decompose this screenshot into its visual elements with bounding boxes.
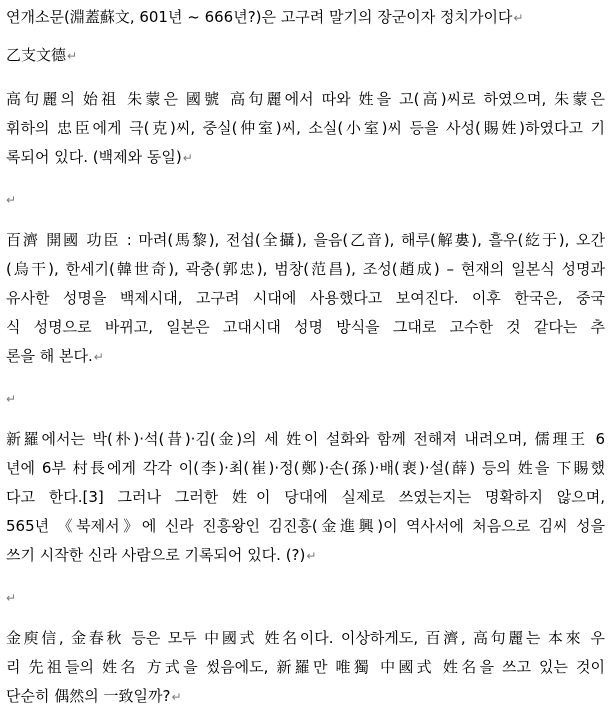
text-line: (烏干), 한세기(韓世奇), 곽충(郭忠), 범창(范昌), 조성(趙成) – 현재의 일본식 성명과 xyxy=(6,260,605,278)
paragraph-mark-icon: ↵ xyxy=(171,690,182,704)
paragraph-mark-icon: ↵ xyxy=(6,392,17,406)
paragraph-mark-icon: ↵ xyxy=(6,193,17,207)
empty-line xyxy=(6,387,605,409)
text-line: 록되어 있다. (백제와 동일)↵ xyxy=(6,148,193,166)
text-line: 유사한 성명을 백제시대, 고구려 시대에 사용했다고 보여진다. 이후 한국은, 중국 xyxy=(6,289,605,307)
paragraph-mark-icon: ↵ xyxy=(6,591,17,605)
empty-line xyxy=(6,188,605,210)
paragraph-mark-icon: ↵ xyxy=(67,49,78,63)
text-line: 乙支文德↵ xyxy=(6,46,78,64)
paragraph-mark-icon: ↵ xyxy=(182,151,193,165)
paragraph-mark-icon: ↵ xyxy=(306,549,317,563)
empty-line xyxy=(6,586,605,608)
text-line: 년에 6부 村長에게 각각 이(李)·최(崔)·정(鄭)·손(孫)·배(裵)·설(薛) 등의 姓을 下賜했 xyxy=(6,459,605,477)
text-line: 百濟 開國 功臣 : 마려(馬黎), 전섭(全攝), 을음(乙音), 해루(解婁), 흘우(紇于), 오간 xyxy=(6,231,605,249)
paragraph-mark-icon: ↵ xyxy=(93,350,104,364)
text-line: 단순히 偶然의 一致일까?↵ xyxy=(6,687,182,705)
text-line: 론을 해 본다.↵ xyxy=(6,347,104,365)
text-line: 新羅에서는 박(朴)·석(昔)·김(金)의 세 姓이 설화와 함께 전해져 내려오며, 儒理王 6 xyxy=(6,430,605,448)
text-line: 리 先祖들의 姓名 方式을 썼음에도, 新羅만 唯獨 中國式 姓名을 쓰고 있는 것이 xyxy=(6,658,605,676)
text-line: 高句麗의 始祖 朱蒙은 國號 高句麗에서 따와 姓을 고(高)씨로 하였으며, 朱蒙은 xyxy=(6,90,605,108)
text-line: 연개소문(淵蓋蘇文, 601년 ~ 666년?)은 고구려 말기의 장군이자 정치가이다↵ xyxy=(6,8,524,26)
paragraph-mark-icon: ↵ xyxy=(513,11,524,25)
text-line: 金庾信, 金春秋 등은 모두 中國式 姓名이다. 이상하게도, 百濟, 高句麗는 本來 우 xyxy=(6,629,605,647)
text-line: 식 성명으로 바뀌고, 일본은 고대시대 성명 방식을 그대로 고수한 것 같다는 추 xyxy=(6,318,605,336)
text-line: 다고 한다.[3] 그러나 그러한 姓이 당대에 실제로 쓰였는지는 명확하지 않으며, xyxy=(6,488,605,506)
text-line: 휘하의 忠臣에게 극(克)씨, 중실(仲室)씨, 소실(小室)씨 등을 사성(賜姓)하였다고 기 xyxy=(6,119,605,137)
text-line: 565년 《북제서》에 신라 진흥왕인 김진흥(金進興)이 역사서에 처음으로 김씨 성을 xyxy=(6,517,605,535)
text-line: 쓰기 시작한 신라 사람으로 기록되어 있다. (?)↵ xyxy=(6,546,317,564)
